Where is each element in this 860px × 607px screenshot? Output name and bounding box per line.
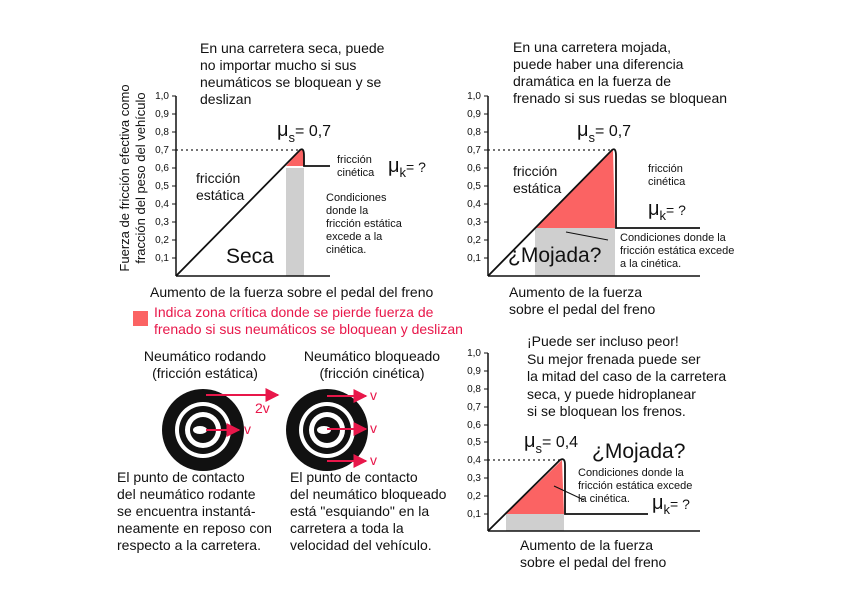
worse-mu-k: $\mu_k=$ ?	[652, 492, 690, 517]
locked-label-top: v	[370, 387, 377, 403]
dry-overlap-zone	[286, 168, 304, 276]
locked-title: Neumático bloqueado (fricción cinética)	[303, 348, 441, 381]
dry-surface-label: Seca	[226, 245, 274, 268]
dry-mu-s: $\mu_s= 0,7$	[277, 119, 332, 145]
worse-x-label: Aumento de la fuerza sobre el pedal del freno	[520, 537, 667, 570]
worse-caption: ¡Puede ser incluso peor! Su mejor frenada puede ser la mitad del caso de la carretera seca, y puede hidroplanear si se bloquean los frenos.	[527, 333, 727, 419]
worse-surface-label: ¿Mojada?	[592, 440, 686, 463]
y-axis-title-line1: Fuerza de fricción efectiva como	[117, 84, 132, 272]
wet-x-label: Aumento de la fuerza sobre el pedal del freno	[509, 284, 656, 317]
locked-text: El punto de contacto del neumático bloqueado está "esquiando" en la carretera a toda la velocidad del vehículo.	[290, 469, 447, 553]
wet-caption: En una carretera mojada, puede haber una diferencia dramática en la fuerza de frenado si sus ruedas se bloquean	[513, 39, 728, 106]
dry-critical-zone	[286, 150, 304, 166]
rolling-title: Neumático rodando (fricción estática)	[143, 348, 267, 381]
wet-mu-s: $\mu_s= 0,7$	[577, 119, 632, 145]
legend-swatch	[133, 311, 148, 326]
locked-label-bottom: v	[370, 452, 377, 468]
legend-text: Indica zona crítica donde se pierde fuerza de frenado si sus neumáticos se bloquean y deslizan	[154, 304, 463, 337]
dry-mu-k: $\mu_k=$ ?	[388, 155, 426, 180]
locked-label-mid: v	[370, 420, 377, 436]
dry-caption: En una carretera seca, puede no importar mucho si sus neumáticos se bloquean y se deslizan	[200, 40, 385, 107]
dry-x-label: Aumento de la fuerza sobre el pedal del freno	[150, 284, 434, 300]
worse-condition-label: Condiciones donde la fricción estática excede la cinética.	[578, 467, 693, 505]
wet-mu-k: $\mu_k=$ ?	[648, 198, 686, 223]
locked-tire-icon	[286, 389, 368, 471]
wet-surface-label: ¿Mojada?	[508, 244, 602, 267]
y-axis-title-line2: fracción del peso del vehículo	[133, 92, 148, 264]
worse-overlap-zone	[506, 514, 564, 531]
dry-kinetic-label: fricción cinética	[337, 154, 375, 179]
rolling-label-2v: 2v	[255, 400, 270, 416]
dry-condition-label: Condiciones donde la fricción estática excede a la cinética.	[326, 192, 402, 256]
dry-static-label: fricción estática	[196, 170, 245, 203]
wet-kinetic-label: fricción cinética	[648, 163, 686, 188]
rolling-text: El punto de contacto del neumático rodante se encuentra instantá- neamente en reposo con respecto a la carretera.	[117, 469, 272, 553]
wet-static-label: fricción estática	[513, 163, 562, 196]
worse-mu-s: $\mu_s= 0,4$	[524, 430, 579, 456]
rolling-label-v: v	[244, 421, 251, 437]
wet-condition-label: Condiciones donde la fricción estática excede a la cinética.	[620, 232, 735, 270]
